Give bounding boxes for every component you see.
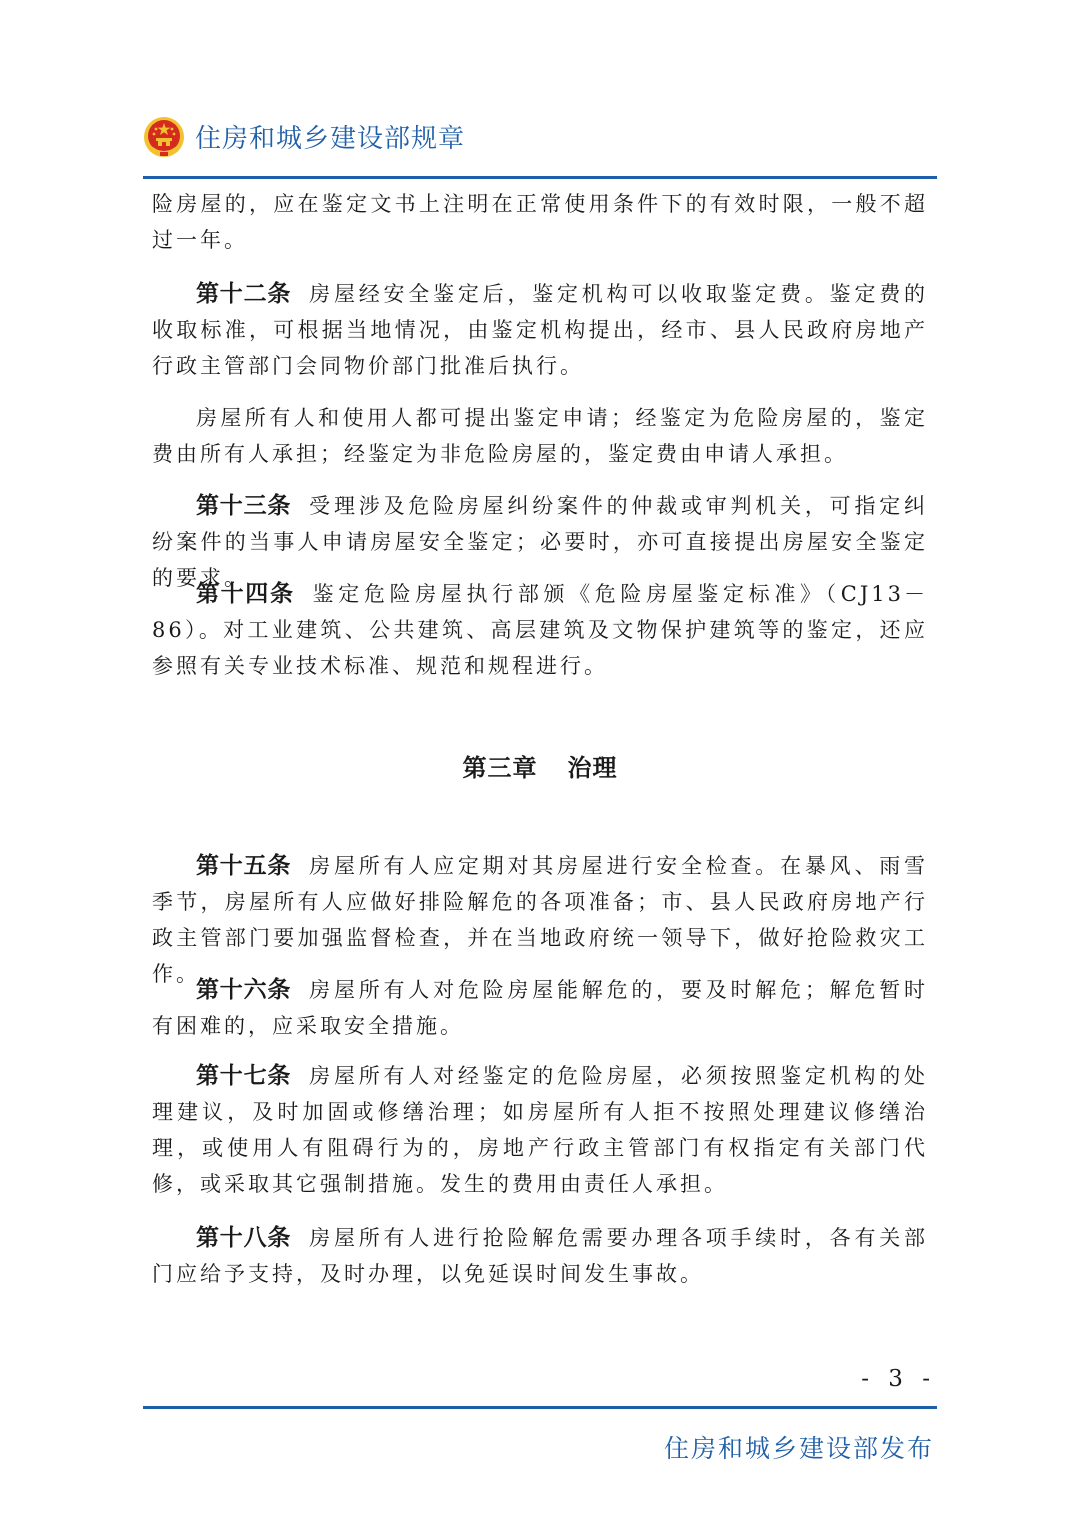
article-18-label: 第十八条 xyxy=(196,1224,292,1251)
national-emblem-icon xyxy=(143,116,185,158)
chapter-number: 第三章 xyxy=(462,753,538,782)
article-13-label: 第十三条 xyxy=(196,492,292,519)
article-13-text: 受理涉及危险房屋纠纷案件的仲裁或审判机关，可指定纠纷案件的当事人申请房屋安全鉴定；必要时，亦可直接提出房屋安全鉴定的要求。 xyxy=(152,494,929,590)
article-12-paragraph-2: 房屋所有人和使用人都可提出鉴定申请；经鉴定为危险房屋的，鉴定费由所有人承担；经鉴定为非危险房屋的，鉴定费由申请人承担。 xyxy=(152,406,928,466)
page-number: - 3 - xyxy=(861,1366,936,1392)
chapter-title: 治理 xyxy=(567,753,618,782)
footer-publisher: 住房和城乡建设部发布 xyxy=(663,1434,934,1463)
article-12-label: 第十二条 xyxy=(196,280,292,307)
article-16-text: 房屋所有人对危险房屋能解危的，要及时解危；解危暂时有困难的，应采取安全措施。 xyxy=(152,978,929,1038)
header-title: 住房和城乡建设部规章 xyxy=(195,124,466,154)
article-14-text: 鉴定危险房屋执行部颁《危险房屋鉴定标准》（CJ13－86）。对工业建筑、公共建筑、高层建筑及文物保护建筑等的鉴定，还应参照有关专业技术标准、规范和规程进行。 xyxy=(152,582,928,678)
article-15-label: 第十五条 xyxy=(196,852,292,879)
article-15-text: 房屋所有人应定期对其房屋进行安全检查。在暴风、雨雪季节，房屋所有人应做好排险解危的各项准备；市、县人民政府房地产行政主管部门要加强监督检查，并在当地政府统一领导下，做好抢险救灾工作。 xyxy=(152,854,929,986)
article-14 xyxy=(152,576,928,684)
article-17 xyxy=(152,1058,928,1202)
article-16 xyxy=(152,972,928,1044)
header-rule xyxy=(143,176,937,179)
article-17-text: 房屋所有人对经鉴定的危险房屋，必须按照鉴定机构的处理建议，及时加固或修缮治理；如房屋所有人拒不按照处理建议修缮治理，或使用人有阻碍行为的，房地产行政主管部门有权指定有关部门代修，或采取其它强制措施。发生的费用由责任人承担。 xyxy=(152,1064,929,1196)
article-18-text: 房屋所有人进行抢险解危需要办理各项手续时，各有关部门应给予支持，及时办理，以免延误时间发生事故。 xyxy=(152,1226,929,1286)
article-16-label: 第十六条 xyxy=(196,976,292,1003)
page-header xyxy=(143,116,937,160)
continuation-paragraph: 险房屋的，应在鉴定文书上注明在正常使用条件下的有效时限，一般不超过一年。 xyxy=(152,192,928,252)
article-14-label: 第十四条 xyxy=(196,580,295,607)
article-12-text: 房屋经安全鉴定后，鉴定机构可以收取鉴定费。鉴定费的收取标准，可根据当地情况，由鉴定机构提出，经市、县人民政府房地产行政主管部门会同物价部门批准后执行。 xyxy=(152,282,929,378)
article-15 xyxy=(152,848,928,992)
article-18 xyxy=(152,1220,928,1292)
chapter-heading xyxy=(0,748,1080,783)
footer-rule xyxy=(143,1406,937,1409)
article-12 xyxy=(152,276,928,384)
article-17-label: 第十七条 xyxy=(196,1062,292,1089)
